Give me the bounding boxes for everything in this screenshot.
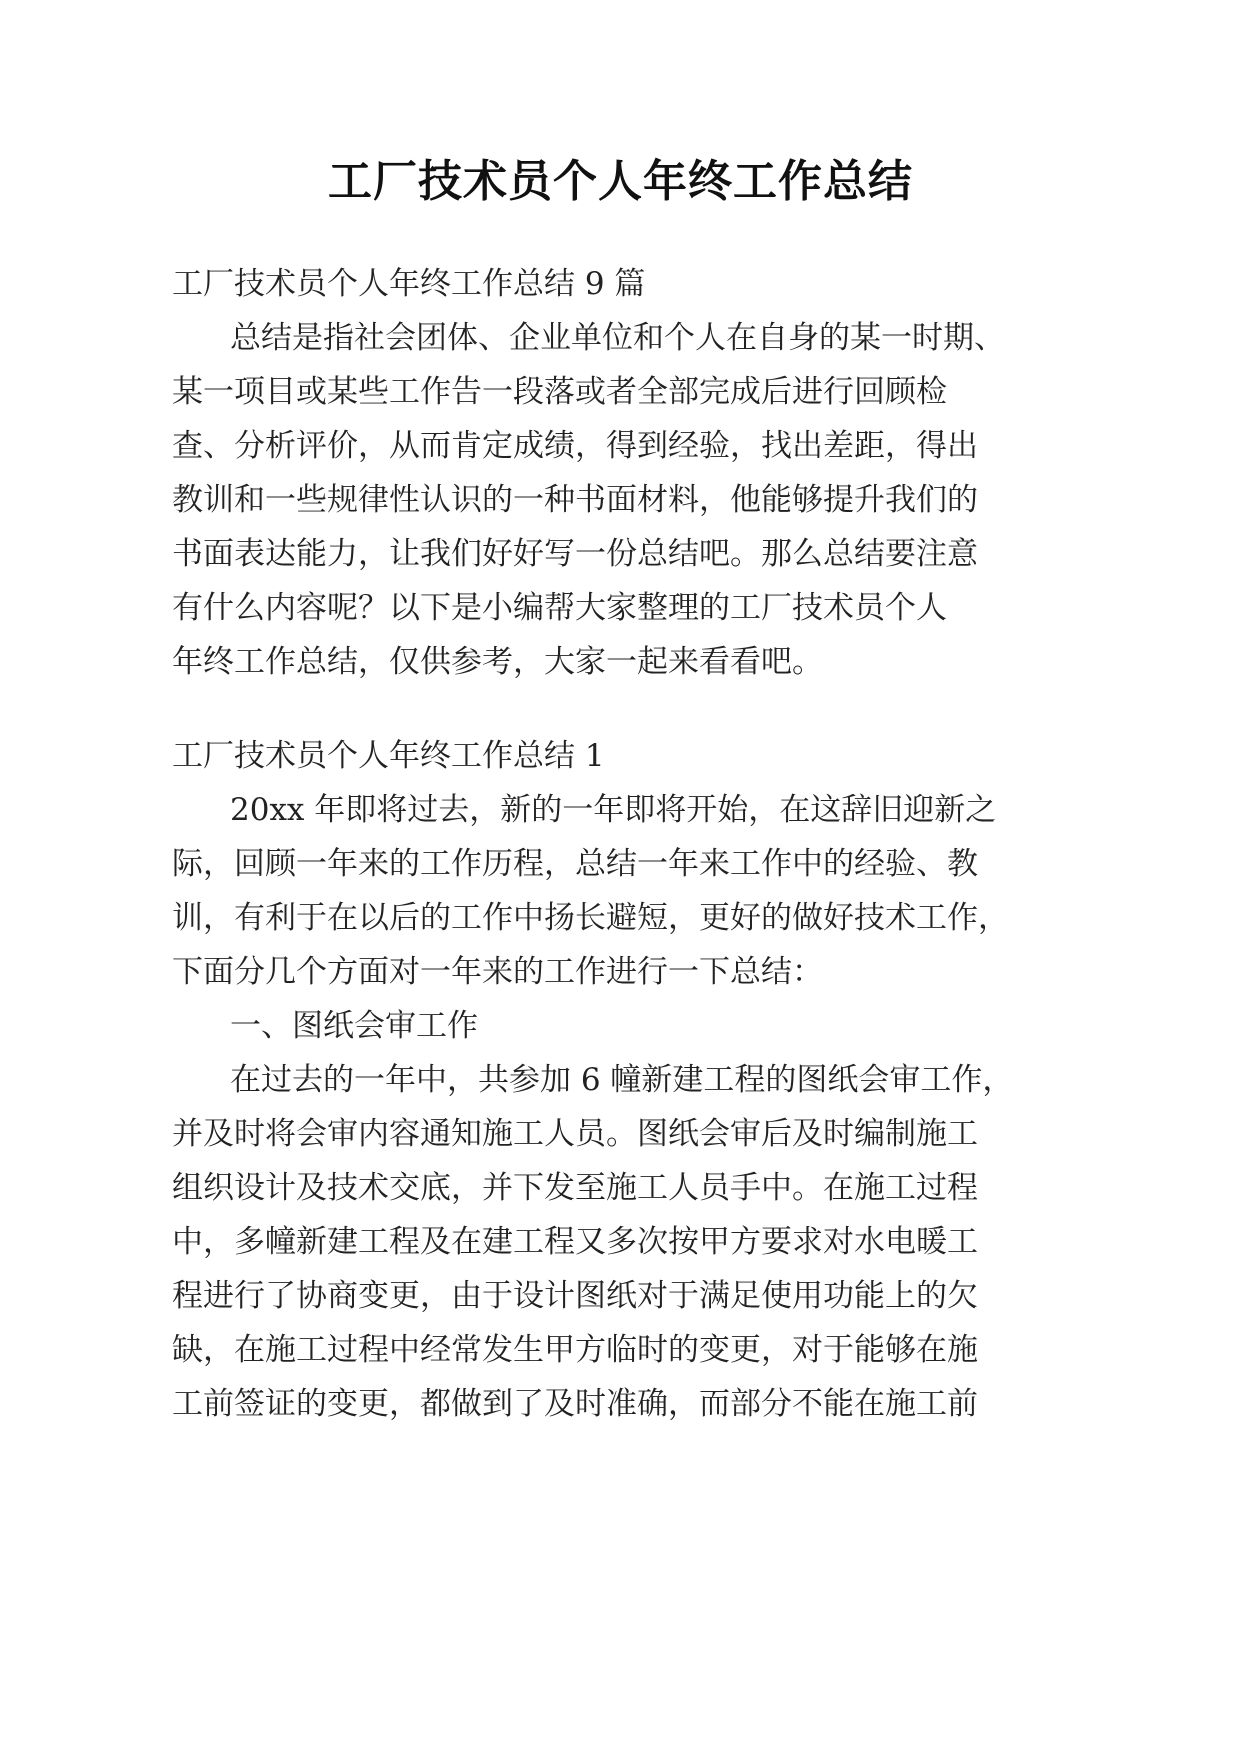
body-line: 下面分几个方面对一年来的工作进行一下总结：: [172, 954, 823, 990]
body-line: 际，回顾一年来的工作历程，总结一年来工作中的经验、教: [172, 846, 978, 882]
document-title: 工厂技术员个人年终工作总结: [328, 156, 913, 207]
body-line: 书面表达能力，让我们好好写一份总结吧。那么总结要注意: [172, 536, 978, 572]
body-line: 某一项目或某些工作告一段落或者全部完成后进行回顾检: [172, 374, 947, 410]
section-heading: 工厂技术员个人年终工作总结 1: [172, 738, 605, 774]
body-line: 并及时将会审内容通知施工人员。图纸会审后及时编制施工: [172, 1116, 978, 1152]
body-line: 组织设计及技术交底，并下发至施工人员手中。在施工过程: [172, 1170, 978, 1206]
body-line: 总结是指社会团体、企业单位和个人在自身的某一时期、: [230, 320, 1005, 356]
body-line: 在过去的一年中，共参加 6 幢新建工程的图纸会审工作，: [230, 1062, 1014, 1098]
body-line: 工前签证的变更，都做到了及时准确，而部分不能在施工前: [172, 1386, 978, 1422]
body-line: 查、分析评价，从而肯定成绩，得到经验，找出差距，得出: [172, 428, 978, 464]
body-line: 20xx 年即将过去，新的一年即将开始，在这辞旧迎新之: [230, 792, 997, 828]
body-line: 程进行了协商变更，由于设计图纸对于满足使用功能上的欠: [172, 1278, 978, 1314]
body-line: 中，多幢新建工程及在建工程又多次按甲方要求对水电暖工: [172, 1224, 978, 1260]
body-line: 教训和一些规律性认识的一种书面材料，他能够提升我们的: [172, 482, 978, 518]
body-line: 有什么内容呢？以下是小编帮大家整理的工厂技术员个人: [172, 590, 947, 626]
subtitle-line: 工厂技术员个人年终工作总结 9 篇: [172, 266, 646, 302]
body-line: 年终工作总结，仅供参考，大家一起来看看吧。: [172, 644, 823, 680]
body-line: 缺，在施工过程中经常发生甲方临时的变更，对于能够在施: [172, 1332, 978, 1368]
subsection-heading: 一、图纸会审工作: [230, 1008, 478, 1044]
body-line: 训，有利于在以后的工作中扬长避短，更好的做好技术工作，: [172, 900, 1009, 936]
